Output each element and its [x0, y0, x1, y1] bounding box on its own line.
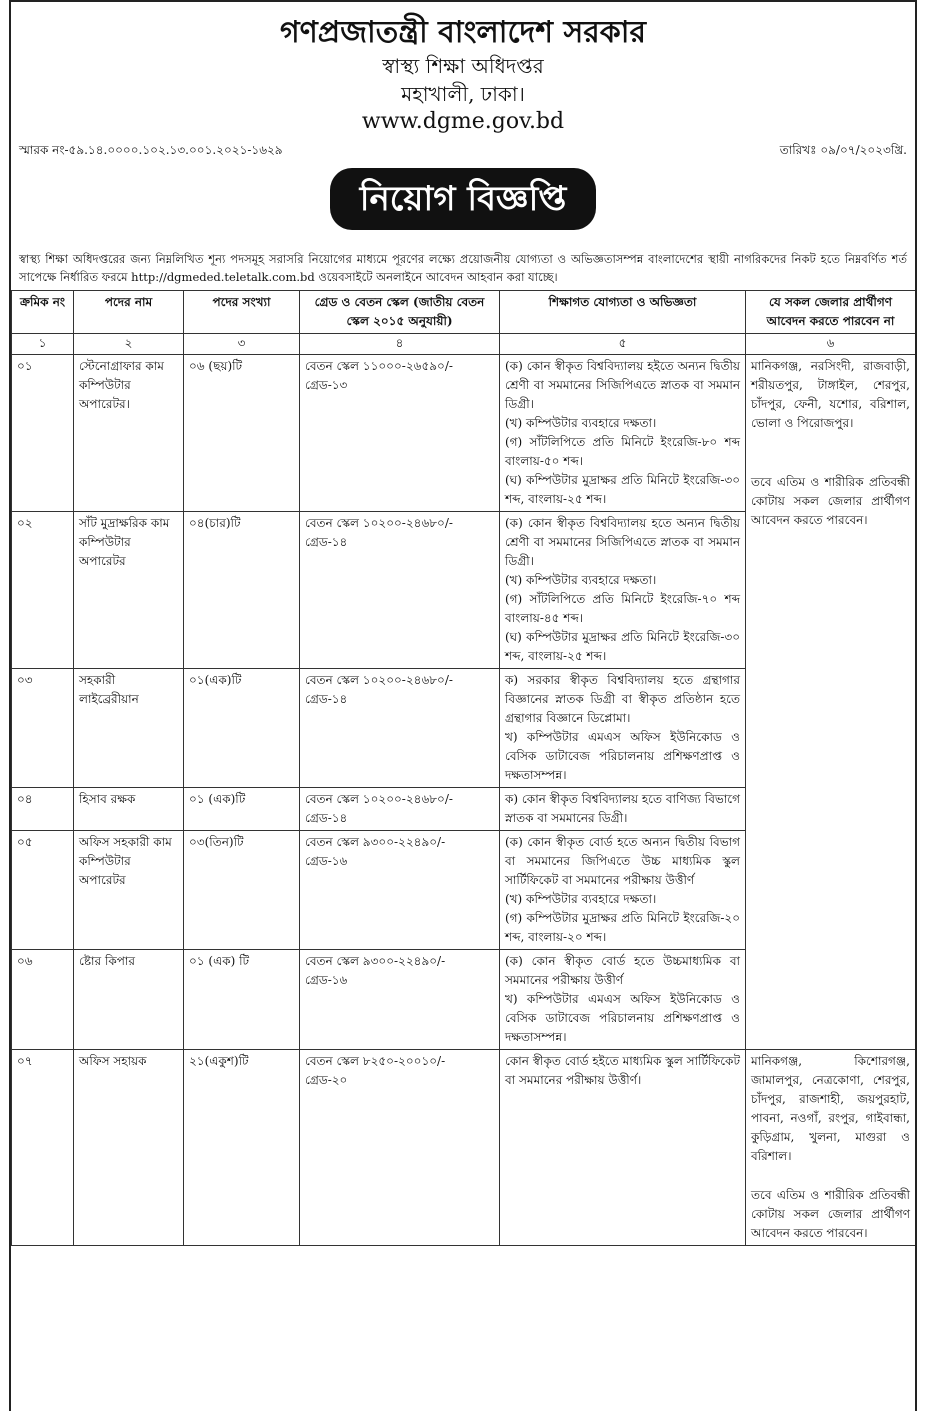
memo-number: স্মারক নং-৫৯.১৪.০০০০.১০২.১৩.০০১.২০২১-১৬২৯	[19, 143, 283, 157]
qualification-item: (খ) কম্পিউটার ব্যবহারে দক্ষতা।	[505, 892, 657, 906]
row-scale	[300, 950, 500, 1050]
row-count: ০৬ (ছয়)টি	[184, 355, 300, 512]
notice-page	[9, 0, 917, 1411]
notice-title: নিয়োগ বিজ্ঞপ্তি	[330, 168, 597, 230]
website-link[interactable]: www.dgme.gov.bd	[361, 109, 565, 134]
row-post: হিসাব রক্ষক	[74, 788, 184, 831]
row-scale	[300, 831, 500, 950]
pay-scale: বেতন স্কেল ১০২০০-২৪৬৮০/-	[305, 792, 453, 806]
col-header-scale: গ্রেড ও বেতন স্কেল (জাতীয় বেতন স্কেল ২০১৫ অনুযায়ী)	[300, 291, 500, 334]
row-count: ০৩(তিন)টি	[184, 831, 300, 950]
col-header-serial: ক্রমিক নং	[12, 291, 74, 334]
row-post: অফিস সহকারী কাম কম্পিউটার অপারেটর	[74, 831, 184, 950]
row-qualification	[500, 355, 746, 512]
qualification-item: (ক) কোন স্বীকৃত বোর্ড হতে উচ্চমাধ্যমিক বা সমমানের পরীক্ষায় উত্তীর্ণ	[505, 954, 740, 987]
qualification-item: (ঘ) কম্পিউটার মুদ্রাক্ষর প্রতি মিনিটে ইংরেজি-৩০ শব্দ, বাংলায়-২৫ শব্দ।	[505, 630, 740, 663]
excluded-districts-group-2	[746, 1050, 916, 1246]
qualification-item: (ঘ) কম্পিউটার মুদ্রাক্ষর প্রতি মিনিটে ইংরেজি-৩০ শব্দ, বাংলায়-২৫ শব্দ।	[505, 473, 740, 506]
grade: গ্রেড-১৪	[305, 535, 348, 549]
pay-scale: বেতন স্কেল ১১০০০-২৬৫৯০/-	[305, 359, 453, 373]
col-number: ১	[12, 334, 74, 355]
grade: গ্রেড-১৬	[305, 854, 348, 868]
pay-scale: বেতন স্কেল ৯৩০০-২২৪৯০/-	[305, 954, 446, 968]
qualification-item: খ) কম্পিউটার এমএস অফিস ইউনিকোড ও বেসিক ডাটাবেজ পরিচালনায় প্রশিক্ষণপ্রাপ্ত ও দক্ষতাসম্পন্ন।	[505, 992, 740, 1044]
grade: গ্রেড-২০	[305, 1073, 348, 1087]
col-number: ২	[74, 334, 184, 355]
row-count: ২১(একুশ)টি	[184, 1050, 300, 1246]
table-row	[12, 1050, 916, 1246]
grade: গ্রেড-১৪	[305, 811, 348, 825]
row-post: স্টেনোগ্রাফার কাম কম্পিউটার অপারেটর।	[74, 355, 184, 512]
row-qualification	[500, 950, 746, 1050]
row-scale	[300, 669, 500, 788]
grade: গ্রেড-১৬	[305, 973, 348, 987]
letterhead	[11, 16, 915, 136]
col-number: ৩	[184, 334, 300, 355]
excluded-districts-list: মানিকগঞ্জ, নরসিংদী, রাজবাড়ী, শরীয়তপুর, টাঙ্গাইল, শেরপুর, চাঁদপুর, ফেনী, যশোর, বরিশাল, ভোলা ও পিরোজপুর।	[751, 359, 910, 430]
title-banner	[11, 168, 915, 240]
row-serial: ০৫	[12, 831, 74, 950]
row-scale	[300, 512, 500, 669]
col-header-excluded-districts: যে সকল জেলার প্রার্থীগণ আবেদন করতে পারবেন না	[746, 291, 916, 334]
qualification-item: (ক) কোন স্বীকৃত বিশ্ববিদ্যালয় হতে অন্যন দ্বিতীয় শ্রেণী বা সমমানের সিজিপিএতে স্নাতক বা সমমান ডিগ্রী।	[505, 516, 740, 568]
row-count: ০৪(চার)টি	[184, 512, 300, 669]
qualification-item: (গ) কম্পিউটার মুদ্রাক্ষর প্রতি মিনিটে ইংরেজি-২০ শব্দ, বাংলায়-২০ শব্দ।	[505, 911, 740, 944]
pay-scale: বেতন স্কেল ৯৩০০-২২৪৯০/-	[305, 835, 446, 849]
table-header-row	[12, 291, 916, 334]
pay-scale: বেতন স্কেল ১০২০০-২৪৬৮০/-	[305, 516, 453, 530]
office-location: মহাখালী, ঢাকা।	[401, 82, 525, 106]
row-qualification	[500, 831, 746, 950]
qualification-item: ক) কোন স্বীকৃত বিশ্ববিদ্যালয় হতে বাণিজ্য বিভাগে স্নাতক বা সমমানের ডিগ্রী।	[505, 792, 740, 825]
row-scale	[300, 788, 500, 831]
notice-date: তারিখঃ ০৯/০৭/২০২৩খ্রি.	[779, 143, 907, 157]
quota-note: তবে এতিম ও শারীরিক প্রতিবন্ধী কোটায় সকল জেলার প্রার্থীগণ আবেদন করতে পারবেন।	[751, 475, 910, 527]
col-number: ৪	[300, 334, 500, 355]
row-serial: ০৩	[12, 669, 74, 788]
col-header-qualification: শিক্ষাগত যোগ্যতা ও অভিজ্ঞতা	[500, 291, 746, 334]
row-qualification	[500, 669, 746, 788]
qualification-item: (খ) কম্পিউটার ব্যবহারে দক্ষতা।	[505, 416, 657, 430]
row-post: অফিস সহায়ক	[74, 1050, 184, 1246]
row-qualification	[500, 788, 746, 831]
excluded-districts-group-1	[746, 355, 916, 1050]
qualification-item: কোন স্বীকৃত বোর্ড হইতে মাধ্যমিক স্কুল সার্টিফিকেট বা সমমানের পরীক্ষায় উত্তীর্ণ।	[505, 1054, 740, 1087]
row-scale	[300, 1050, 500, 1246]
qualification-item: (গ) সাঁটলিপিতে প্রতি মিনিটে ইংরেজি-৮০ শব্দ বাংলায়-৫০ শব্দ।	[505, 435, 740, 468]
column-number-row	[12, 334, 916, 355]
col-header-count: পদের সংখ্যা	[184, 291, 300, 334]
row-count: ০১ (এক)টি	[184, 788, 300, 831]
row-qualification	[500, 1050, 746, 1246]
row-post: ষ্টোর কিপার	[74, 950, 184, 1050]
col-number: ৫	[500, 334, 746, 355]
vacancy-table	[11, 290, 916, 1246]
row-count: ০১(এক)টি	[184, 669, 300, 788]
col-header-post: পদের নাম	[74, 291, 184, 334]
department-name: স্বাস্থ্য শিক্ষা অধিদপ্তর	[382, 54, 544, 78]
row-serial: ০৭	[12, 1050, 74, 1246]
grade: গ্রেড-১৪	[305, 692, 348, 706]
reference-row	[11, 140, 915, 162]
row-qualification	[500, 512, 746, 669]
table-row	[12, 355, 916, 512]
row-serial: ০১	[12, 355, 74, 512]
row-serial: ০২	[12, 512, 74, 669]
qualification-item: (ক) কোন স্বীকৃত বিশ্ববিদ্যালয় হইতে অন্যন দ্বিতীয় শ্রেণী বা সমমানের সিজিপিএতে স্নাতক বা সমমান ডিগ্রী।	[505, 359, 740, 411]
pay-scale: বেতন স্কেল ১০২০০-২৪৬৮০/-	[305, 673, 453, 687]
excluded-districts-list: মানিকগঞ্জ, কিশোরগঞ্জ, জামালপুর, নেত্রকোণা, শেরপুর, চাঁদপুর, রাজশাহী, জয়পুরহাট, পাবনা, নওগাঁ, রংপুর, গাইবান্ধা, কুড়িগ্রাম, খুলনা, মাগুরা ও বরিশাল।	[751, 1054, 910, 1163]
government-name: গণপ্রজাতন্ত্রী বাংলাদেশ সরকার	[280, 15, 646, 50]
qualification-item: (খ) কম্পিউটার ব্যবহারে দক্ষতা।	[505, 573, 657, 587]
row-post: সাঁট মুদ্রাক্ষরিক কাম কম্পিউটার অপারেটর	[74, 512, 184, 669]
grade: গ্রেড-১৩	[305, 378, 348, 392]
row-serial: ০৬	[12, 950, 74, 1050]
row-post: সহকারী লাইব্রেরীয়ান	[74, 669, 184, 788]
qualification-item: ক) সরকার স্বীকৃত বিশ্ববিদ্যালয় হতে গ্রন্থাগার বিজ্ঞানের স্নাতক ডিগ্রী বা স্বীকৃত প্রতিষ্ঠান হতে গ্রন্থাগার বিজ্ঞানে ডিপ্লোমা।	[505, 673, 740, 725]
qualification-item: (ক) কোন স্বীকৃত বোর্ড হতে অন্যন দ্বিতীয় বিভাগ বা সমমানের জিপিএতে উচ্চ মাধ্যমিক স্কুল সার্টিফিকেট বা সমমানের পরীক্ষায় উত্তীর্ণ	[505, 835, 740, 887]
pay-scale: বেতন স্কেল ৮২৫০-২০০১০/-	[305, 1054, 446, 1068]
row-count: ০১ (এক) টি	[184, 950, 300, 1050]
col-number: ৬	[746, 334, 916, 355]
qualification-item: (গ) সাঁটলিপিতে প্রতি মিনিটে ইংরেজি-৭০ শব্দ বাংলায়-৪৫ শব্দ।	[505, 592, 740, 625]
quota-note: তবে এতিম ও শারীরিক প্রতিবন্ধী কোটায় সকল জেলার প্রার্থীগণ আবেদন করতে পারবেন।	[751, 1188, 910, 1240]
row-serial: ০৪	[12, 788, 74, 831]
row-scale	[300, 355, 500, 512]
qualification-item: খ) কম্পিউটার এমএস অফিস ইউনিকোড ও বেসিক ডাটাবেজ পরিচালনায় প্রশিক্ষণপ্রাপ্ত ও দক্ষতাসম্পন্ন।	[505, 730, 740, 782]
intro-paragraph: স্বাস্থ্য শিক্ষা অধিদপ্তরের জন্য নিম্নলিখিত শূন্য পদসমূহ সরাসরি নিয়োগের মাধ্যমে পূরণের লক্ষ্যে প্রয়োজনীয় যোগ্যতা ও অভিজ্ঞতাসম্পন্ন বাংলাদেশের স্থায়ী নাগরিকদের নিকট হতে নিম্নবর্ণিত শর্ত সাপেক্ষে নির্ধারিত ফরমে http://dgmeded.teletalk.com.bd ওয়েবসাইটে অনলাইনে আবেদন আহবান করা যাচ্ছে।	[19, 252, 907, 284]
